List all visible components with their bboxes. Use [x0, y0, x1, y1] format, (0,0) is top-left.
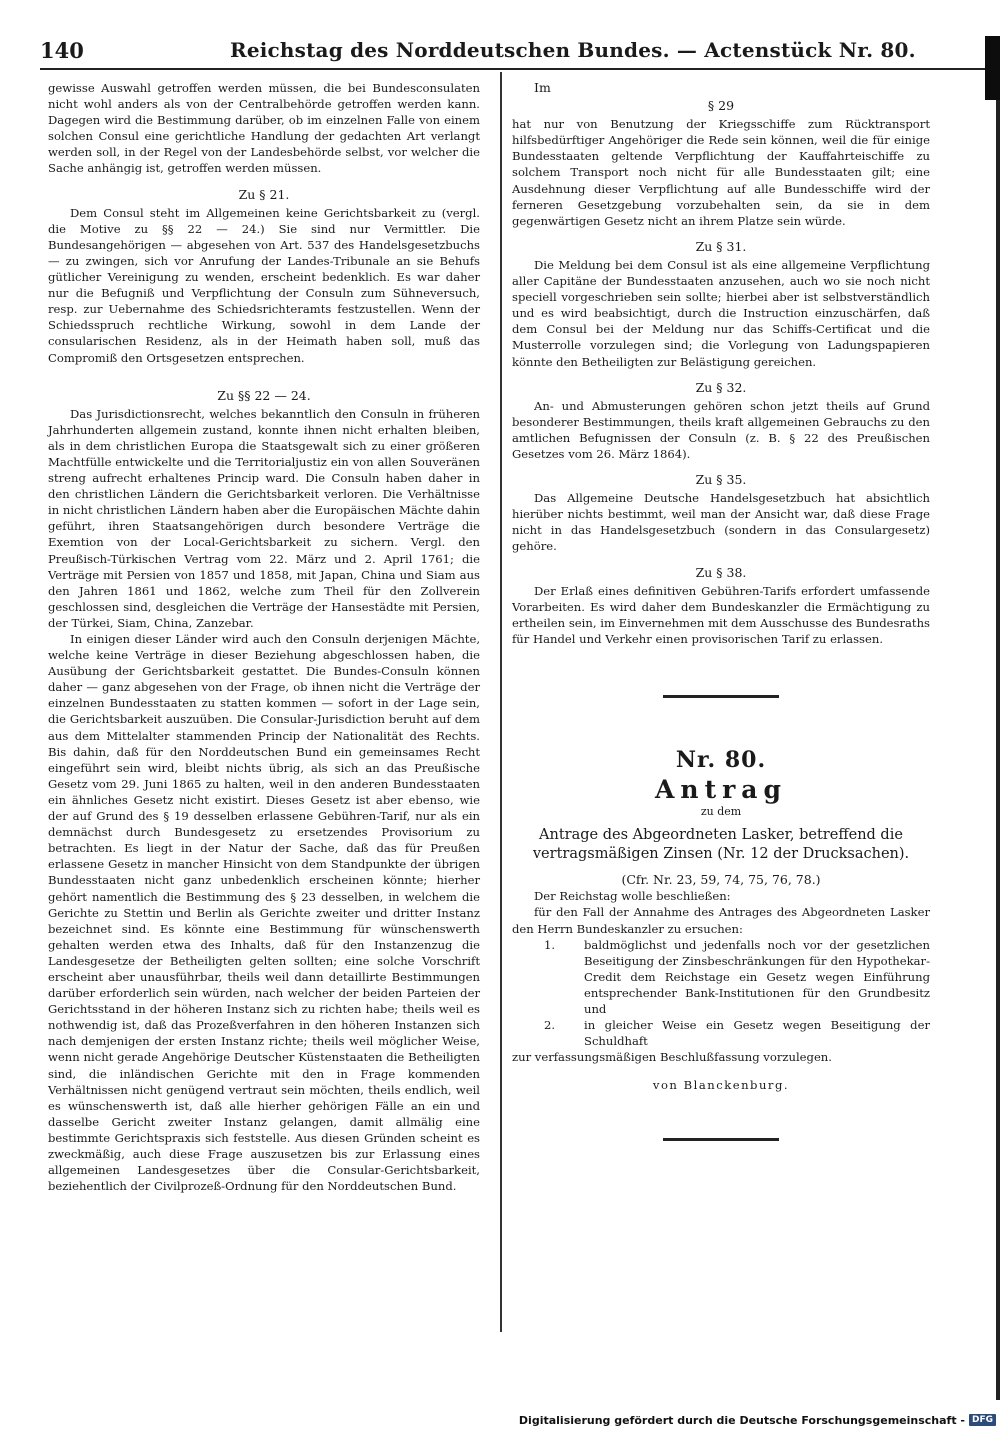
- document-subtitle: Antrage des Abgeordneten Lasker, betreffend die vertragsmäßigen Zinsen (Nr. 12 der Drucksachen).: [532, 827, 910, 863]
- paragraph-21: Dem Consul steht im Allgemeinen keine Gerichtsbarkeit zu (vergl. die Motive zu §§ 22 — 24.) Sie sind nur Vermittler. Die Bundesangehörigen — abgesehen von Art. 537 des Handelsgesetzbuchs — zu zwingen, sich vor Anrufung der Landes-Tribunale an sie Behufs gütlicher Vereinigung zu wenden, erscheint bedenklich. Es war daher nur die Befugniß und Verpflichtung der Consuln zum Sühneversuch, resp. zur Uebernahme des Schiedsrichteramts festzustellen. Wenn der Schiedsspruch rechtliche Wirkung, sowohl in dem Lande der consularischen Residenz, als in der Heimath haben soll, muß das Compromiß den Ortsgesetzen entsprechen.: [48, 205, 480, 365]
- document-reference: (Cfr. Nr. 23, 59, 74, 75, 76, 78.): [621, 872, 821, 888]
- paragraph-38: Der Erlaß eines definitiven Gebühren-Tarifs erfordert umfassende Vorarbeiten. Es wird daher dem Bundeskanzler die Ermächtigung zu ertheilen sein, im Einvernehmen mit dem Ausschusse des Bundesraths für Handel und Verkehr einen provisorischen Tarif zu erlassen.: [512, 583, 930, 646]
- footer-credit: Digitalisierung gefördert durch die Deutsche Forschungsgemeinschaft -: [518, 1413, 965, 1427]
- paragraph-22a: Das Jurisdictionsrecht, welches bekanntlich den Consuln in früheren Jahrhunderten allgemein zustand, konnte ihnen nicht erhalten bleiben, als in dem christlichen Europa die Staatsgewalt sich zu einer größeren Machtfülle entwickelte und die Territorialjustiz ein von allen Souveränen streng aufrecht erhaltenes Princip ward. Die Consuln haben daher in den christlichen Ländern die Gerichtsbarkeit verloren. Die Verhältnisse in nicht christlichen Ländern haben aber die Europäischen Mächte dahin geführt, ihren Staatsangehörigen durch besondere Verträge die Exemtion von der Local-Gerichtsbarkeit zu sichern. Vergl. den Preußisch-Türkischen Vertrag vom 22. März und 2. April 1761; die Verträge mit Persien von 1857 und 1858, mit Japan, China und Siam aus den Jahren 1861 und 1862, welche zum Theil für den Zollverein geschlossen sind, desgleichen die Verträge der Hansestädte mit Persien, der Türkei, Siam, China, Zanzebar.: [48, 406, 480, 630]
- scan-edge: [985, 36, 1000, 100]
- section-heading-22-24: Zu §§ 22 — 24.: [217, 387, 311, 403]
- end-rule: [663, 1138, 779, 1141]
- item-text: in gleicher Weise ein Gesetz wegen Beseitigung der Schuldhaft: [584, 1018, 930, 1049]
- column-divider: [500, 72, 502, 1332]
- digitization-footer: [519, 1411, 996, 1429]
- section-heading-21: Zu § 21.: [238, 186, 290, 202]
- section-heading-35: Zu § 35.: [695, 472, 747, 488]
- closing-line: zur verfassungsmäßigen Beschlußfassung vorzulegen.: [512, 1050, 832, 1065]
- section-heading-38: Zu § 38.: [695, 564, 747, 580]
- item-number: 1.: [544, 937, 556, 952]
- document-title: Antrag: [655, 775, 787, 805]
- scan-edge-strip: [996, 100, 1000, 1400]
- section-heading-29: § 29: [707, 98, 735, 114]
- section-heading-31: Zu § 31.: [695, 238, 747, 254]
- motion-intro: Der Reichstag wolle beschließen:: [534, 889, 731, 904]
- left-column: [48, 80, 480, 1194]
- section-heading-32: Zu § 32.: [695, 379, 747, 395]
- paragraph-31: Die Meldung bei dem Consul ist als eine allgemeine Verpflichtung aller Capitäne der Bundesstaaten anzusehen, auch wo sie noch nicht speciell vorgeschrieben sein sollte; hierbei aber ist selbstverständlich und es wird beabsichtigt, durch die Instruction einzuschärfen, daß dem Consul bei der Meldung nur das Schiffs-Certificat und die Musterrolle vorzulegen sind; die Vorlegung von Ladungspapieren könnte den Betheiligten zur Belästigung gereichen.: [512, 257, 930, 369]
- resolution-item-2: [544, 1017, 930, 1049]
- document-zu-dem: zu dem: [700, 805, 742, 819]
- running-title: Reichstag des Norddeutschen Bundes. — Actenstück Nr. 80.: [230, 38, 916, 62]
- header-rule: [40, 68, 985, 70]
- paragraph-intro: gewisse Auswahl getroffen werden müssen, die bei Bundesconsulaten nicht wohl anders als von der Centralbehörde getroffen werden kann. Dagegen wird die Bestimmung darüber, ob im einzelnen Falle von einem solchen Consul eine gerichtliche Handlung der gedachten Art verlangt werden soll, in der Regel von der Landesbehörde selbst, vor welcher die Sache anhängig ist, getroffen werden müssen.: [48, 81, 480, 176]
- right-column: [512, 80, 930, 1141]
- resolution-item-1: [544, 937, 930, 1017]
- item-text: baldmöglichst und jedenfalls noch vor der gesetzlichen Beseitigung der Zinsbeschränkungen für den Hypothekar-Credit dem Reichstage ein Gesetz wegen Einführung entsprechender Bank-Institutionen für den Grundbesitz und: [584, 937, 930, 1017]
- document-number: Nr. 80.: [675, 747, 767, 773]
- paragraph-32: An- und Abmusterungen gehören schon jetzt theils auf Grund besonderer Bestimmungen, theils kraft allgemeinen Gebrauchs zu den amtlichen Befugnissen der Consuln (z. B. § 22 des Preußischen Gesetzes vom 26. März 1864).: [512, 398, 930, 461]
- signatory: von Blanckenburg.: [652, 1078, 790, 1093]
- paragraph-29: hat nur von Benutzung der Kriegsschiffe zum Rücktransport hilfsbedürftiger Angehöriger die Rede sein können, weil die für einige Bundesstaaten geltende Verpflichtung der Kauffahrteischiffe zu solchem Transport noch nicht für alle Bundesstaaten gilt; eine Ausdehnung dieser Verpflichtung auf alle Bundesschiffe wird der ferneren Gesetzgebung vorzubehalten sein, da sie in dem gegenwärtigen Gesetz nicht an ihrem Platze sein würde.: [512, 117, 930, 228]
- resolution-text: für den Fall der Annahme des Antrages des Abgeordneten Lasker den Herrn Bundeskanzler zu ersuchen:: [512, 905, 930, 936]
- item-number: 2.: [544, 1018, 556, 1033]
- dfg-logo-icon: DFG: [969, 1414, 996, 1426]
- im-word: Im: [534, 80, 551, 95]
- page-header: [40, 38, 916, 68]
- paragraph-22b: In einigen dieser Länder wird auch den Consuln derjenigen Mächte, welche keine Verträge in dieser Beziehung abgeschlossen haben, die Ausübung der Gerichtsbarkeit gestattet. Die Bundes-Consuln können daher — ganz abgesehen von der Frage, ob ihnen nicht die Verträge der einzelnen Bundesstaaten zu statten kommen — sofort in der Lage sein, die Gerichtsbarkeit auszuüben. Die Consular-Jurisdiction beruht auf dem aus dem Mittelalter stammenden Princip der Nationalität des Rechts. Bis dahin, daß für den Norddeutschen Bund ein gemeinsames Recht eingeführt sein wird, bleibt nichts übrig, als sich an das Preußische Gesetz vom 29. Juni 1865 zu halten, weil in den anderen Bundesstaaten ein ähnliches Gesetz nicht existirt. Dieses Gesetz ist aber ebenso, wie der auf Grund des § 19 desselben erlassene Gebühren-Tarif, nur als ein demnächst durch Bundesgesetz zu ersetzendes Provisorium zu betrachten. Es liegt in der Natur der Sache, daß das für Preußen erlassene Gesetz in mancher Hinsicht von dem Standpunkte der übrigen Bundesstaaten nicht ganz unbedenklich erscheinen könnte; hierher gehört namentlich die Bestimmung des § 23 desselben, in welchem die Gerichte zu Stettin und Berlin als Gerichte zweiter und dritter Instanz bezeichnet sind. Es könnte eine Bestimmung für wünschenswerth gehalten werden etwa des Inhalts, daß für den Instanzenzug die Landesgesetze der Betheiligten gelten sollten; eine solche Vorschrift erscheint aber unausführbar, theils weil dann detaillirte Bestimmungen darüber erforderlich sein würden, nach welcher der beiden Parteien der Gerichtsstand in der höheren Instanz sich zu richten habe; theils weil es nothwendig ist, daß das Prozeßverfahren in den höheren Instanzen sich nach demjenigen der ersten Instanz richte; theils weil möglicher Weise, wenn nicht gerade Angehörige Deutscher Küstenstaaten die Betheiligten sind, die inländischen Gerichte mit den in Frage kommenden Verhältnissen nicht genügend vertraut sein möchten, theils endlich, weil es wünschenswerth ist, daß alle hierher gehörigen Fälle an ein und dasselbe Gericht zweiter Instanz gelangen, damit allmälig eine bestimmte Gerichtspraxis sich feststelle. Aus diesen Gründen scheint es zweckmäßig, auch diese Frage auszusetzen bis zur Erlassung eines allgemeinen Landesgesetzes über die Consular-Gerichtsbarkeit, beziehentlich der Civilprozeß-Ordnung für den Norddeutschen Bund.: [48, 632, 480, 1194]
- page-number: 140: [40, 38, 84, 63]
- paragraph-35: Das Allgemeine Deutsche Handelsgesetzbuch hat absichtlich hierüber nichts bestimmt, weil man der Ansicht war, daß diese Frage nicht in das Handelsgesetzbuch (sondern in das Consulargesetz) gehöre.: [512, 491, 930, 554]
